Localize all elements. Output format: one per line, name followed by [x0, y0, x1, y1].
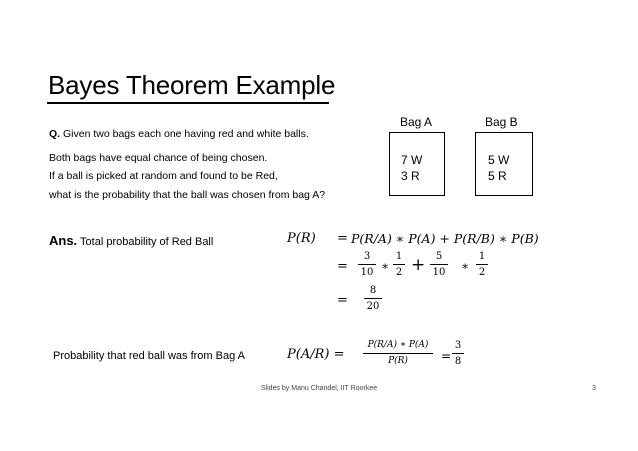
bayes-denominator: P(R): [388, 356, 408, 366]
question-text-1: Given two bags each one having red and white balls.: [60, 128, 309, 140]
fraction-8-20: [364, 284, 382, 313]
bayes-lhs: P(A/R) =: [287, 347, 345, 362]
question-line-4: what is the probability that the ball was chosen from bag A?: [49, 189, 326, 201]
answer-prefix: Ans.: [49, 233, 78, 248]
bag-a-white: 7 W: [401, 153, 423, 167]
fraction-5-10: [430, 250, 448, 279]
frac3-denominator: 10: [432, 267, 446, 278]
fraction-3-10: [358, 250, 376, 279]
bag-b-white: 5 W: [488, 153, 510, 167]
question-line-2: Both bags have equal chance of being chosen.: [49, 152, 268, 164]
question-line-3: If a ball is picked at random and found to be Red,: [49, 170, 278, 182]
bag-b-label: Bag B: [485, 115, 518, 129]
bayes-numerator: P(R/A) ∗ P(A): [367, 340, 429, 350]
bag-a-red: 3 R: [401, 169, 420, 183]
title-underline: [47, 102, 329, 104]
page-number: 3: [592, 385, 596, 392]
fraction-1-2-b: [476, 250, 488, 279]
answer-label: [49, 233, 213, 248]
frac3-numerator: 5: [435, 251, 443, 262]
bag-a-box: [389, 132, 445, 196]
bag-b-red: 5 R: [488, 169, 507, 183]
question-prefix: Q.: [49, 128, 61, 140]
answer-text: Total probability of Red Ball: [77, 236, 214, 248]
multiply-sign-1: ∗: [381, 259, 390, 273]
bayes-result-denominator: 8: [454, 356, 462, 367]
frac4-numerator: 1: [478, 251, 486, 262]
frac1-numerator: 3: [363, 251, 371, 262]
equals-sign-3: =: [337, 293, 348, 308]
total-prob-expansion: P(R/A) ∗ P(A) + P(R/B) ∗ P(B): [351, 231, 539, 246]
plus-sign: +: [411, 255, 426, 275]
frac1-denominator: 10: [360, 267, 374, 278]
equals-sign-1: =: [337, 231, 348, 246]
bag-a-label: Bag A: [400, 115, 433, 129]
bayes-label: Probability that red ball was from Bag A: [53, 350, 245, 362]
result-denominator: 20: [366, 301, 380, 312]
slide-title: Bayes Theorem Example: [48, 70, 336, 100]
total-prob-lhs: P(R): [287, 231, 316, 246]
bayes-fraction: [363, 339, 433, 368]
bayes-result-numerator: 3: [454, 340, 462, 351]
fraction-1-2-a: [393, 250, 405, 279]
equals-sign-4: =: [441, 349, 452, 363]
equals-sign-2: =: [337, 259, 348, 274]
frac2-denominator: 2: [395, 267, 403, 278]
question-line-1: [49, 128, 309, 140]
slide-footer: Slides by Manu Chandel, IIT Roorkee: [260, 385, 378, 392]
multiply-sign-2: ∗: [461, 259, 470, 273]
frac2-numerator: 1: [395, 251, 403, 262]
bag-b-box: [475, 132, 533, 196]
result-numerator: 8: [369, 285, 377, 296]
frac4-denominator: 2: [478, 267, 486, 278]
fraction-3-8: [452, 339, 464, 368]
